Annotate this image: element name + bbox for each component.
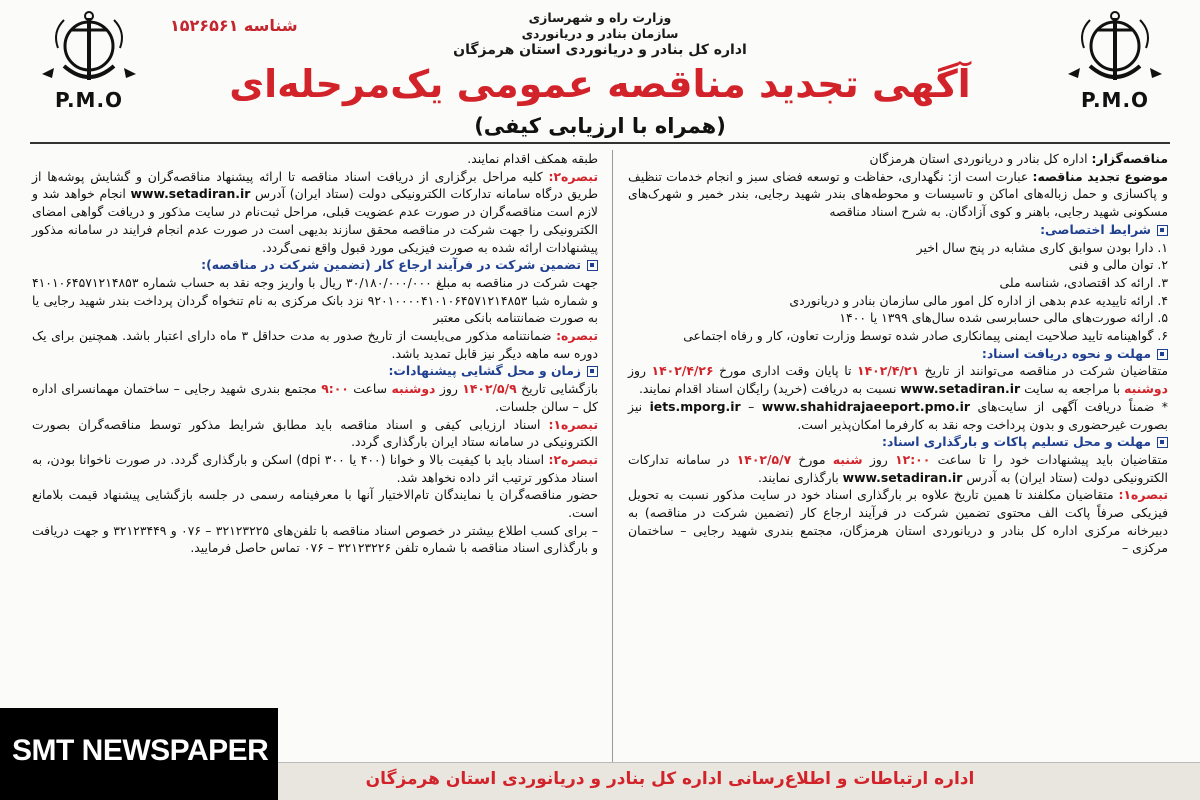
note-2-label: تبصره۲: <box>548 168 598 184</box>
text-span: روز <box>862 451 896 467</box>
end-day: دوشنبه <box>1124 381 1168 397</box>
guarantee-note-label: تبصره: <box>556 328 598 344</box>
setadiran-link[interactable]: www.setadiran.ir <box>130 186 251 202</box>
documents-deadline-title: مهلت و نحوه دریافت اسناد: <box>981 345 1151 361</box>
anchor-emblem-icon <box>34 8 144 90</box>
organization-line: سازمان بنادر و دریانوردی <box>521 26 679 41</box>
section-heading <box>32 256 598 274</box>
opening-note-1 <box>32 416 598 451</box>
footer-text: اداره ارتباطات و اطلاع‌رسانی اداره کل بنادر و دریانوردی استان هرمزگان <box>365 769 975 789</box>
note-1-text: متقاضیان مکلفند تا همین تاریخ علاوه بر بارگذاری اسناد خود در سایت مذکور نسبت به تحویل فیزیکی صرفاً پاکت الف محتوی تضمین شرکت در فرآیند ارجاع کار (تضمین شرکت در مناقصه) به دبیرخانه مرکزی اداره کل بنادر و دریانوردی استان هرمزگان، مجتمع بندری شهید رجایی – ساختمان مرکزی – <box>628 487 1168 556</box>
text-span: انجام خواهد شد و لازم است مناقصه‌گران در صورت عدم عضویت قبلی، مراحل ثبت‌نام در سایت مذکور و دریافت گواهی امضای الکترونیکی را جهت شرکت در مناقصه محقق سازند بدیهی است در صورت عدم انجام فرایند در سامانه مذکور پیشنهادات ارائه شده به صورت فیزیکی مورد قبول واقع نمی‌گردد. <box>32 186 598 255</box>
square-bullet-icon <box>587 260 598 271</box>
right-column <box>628 150 1168 557</box>
submission-day: شنبه <box>832 451 863 467</box>
text-span: نسبت به دریافت (خرید) رایگان اسناد اقدام نمایند. <box>638 381 901 397</box>
condition-item: ۳. ارائه کد اقتصادی، شناسه ملی <box>999 274 1168 290</box>
department-line: اداره کل بنادر و دریانوردی استان هرمزگان <box>453 42 747 58</box>
note-1-paragraph <box>628 486 1168 557</box>
note-paragraph <box>628 398 1168 433</box>
opening-time: ۹:۰۰ <box>321 381 349 397</box>
text-span: تا پایان وقت اداری مورخ <box>713 363 858 379</box>
pmo-logo-left <box>34 8 144 112</box>
section-heading <box>628 345 1168 363</box>
square-bullet-icon <box>587 366 598 377</box>
opening-text <box>32 380 598 415</box>
section-heading <box>32 362 598 380</box>
text-span: مورخ <box>791 451 833 467</box>
guarantee-title: تضمین شرکت در فرآیند ارجاع کار (تضمین شرکت در مناقصه): <box>201 257 581 273</box>
submission-title: مهلت و محل تسلیم پاکات و بارگذاری اسناد: <box>882 434 1151 450</box>
port-website-link[interactable]: www.shahidrajaeeport.pmo.ir <box>761 398 970 414</box>
opening-title: زمان و محل گشایی پیشنهادات: <box>388 363 581 379</box>
newspaper-watermark <box>0 708 278 800</box>
condition-item: ۲. توان مالی و فنی <box>1068 257 1168 273</box>
square-bullet-icon <box>1157 225 1168 236</box>
anchor-emblem-icon <box>1060 8 1170 90</box>
text-span: در سامانه تدارکات الکترونیکی دولت (ستاد ایران) به آدرس <box>628 451 1168 485</box>
text-span: مجتمع بندری شهید رجایی – ساختمان مهمانسرای اداره کل – سالن جلسات. <box>32 381 598 414</box>
page-title: آگهی تجدید مناقصه عمومی یک‌مرحله‌ای <box>229 62 971 106</box>
logo-caption: P.M.O <box>54 88 124 112</box>
ministry-heading <box>380 10 820 58</box>
text-span: – <box>740 398 762 414</box>
opening-note-1-label: تبصره۱: <box>548 416 598 432</box>
text-span: ساعت <box>348 381 392 397</box>
text-span: روز <box>435 381 463 397</box>
presence-paragraph: حضور مناقصه‌گران یا نمایندگان تام‌الاختیار آنها با معرفینامه رسمی در جلسه بازگشایی پیشنهاد قیمت بلامانع است. <box>32 487 598 521</box>
guarantee-text: جهت شرکت در مناقصه به مبلغ ۳۰/۱۸۰/۰۰۰/۰۰۰ ریال با واریز وجه نقد به حساب شماره ۴۱۰۱۰۶۴۵۷۱۲۱۴۸۵۳ و شماره شبا ۹۲۰۱۰۰۰۰۴۱۰۱۰۶۴۵۷۱۲۱۴۸۵۳ نزد بانک مرکزی به نام تنخواه گردان پرداخت بندر شهید رجایی یا به صورت ضمانتنامه بانکی معتبر <box>32 274 598 326</box>
logo-caption: P.M.O <box>1080 88 1150 112</box>
start-date: ۱۴۰۲/۴/۲۱ <box>857 363 920 379</box>
text-span: روز <box>628 363 652 379</box>
end-date: ۱۴۰۲/۴/۲۶ <box>651 363 714 379</box>
guarantee-note <box>32 327 598 362</box>
submission-date: ۱۴۰۲/۵/۷ <box>736 451 792 467</box>
subject-paragraph <box>628 168 1168 221</box>
text-span: * ضمناً دریافت آگهی از سایت‌های <box>969 398 1168 414</box>
conditions-title: شرایط اختصاصی: <box>1040 221 1151 237</box>
setadiran-link[interactable]: www.setadiran.ir <box>842 469 963 485</box>
section-heading <box>628 433 1168 451</box>
subject-text: عبارت است از: نگهداری، حفاظت و توسعه فضای سبز و انجام خدمات تنظیف و پاکسازی و حمل زباله‌های اماکن و تاسیسات و محوطه‌های بندر شهید رجایی، بندر خمیر و شهرک‌های مسکونی شهید رجایی، باهنر و کوی آزادگان. به شرح اسناد مناقصه <box>628 168 1168 220</box>
text-span: متقاضیان شرکت در مناقصه می‌توانند از تاریخ <box>919 363 1169 379</box>
square-bullet-icon <box>1157 349 1168 360</box>
opening-note-2-label: تبصره۲: <box>548 451 598 467</box>
section-heading <box>628 221 1168 239</box>
watermark-text: SMT NEWSPAPER <box>12 734 269 767</box>
square-bullet-icon <box>1157 437 1168 448</box>
tenderer-text: اداره کل بنادر و دریانوردی استان هرمزگان <box>869 151 1092 166</box>
text-span: اسناد باید با کیفیت بالا و خوانا (۴۰۰ یا ۳۰۰ dpi) اسکن و بارگذاری گردد. در صورت ناخوانا بودن، به اسناد مذکور ترتیب اثر داده نخواهد شد. <box>32 451 598 485</box>
subject-label: موضوع تجدید مناقصه: <box>1032 168 1168 184</box>
text-span: با مراجعه به سایت <box>1020 381 1125 397</box>
tenderer-paragraph <box>628 150 1168 168</box>
left-column <box>32 150 598 557</box>
documents-deadline-text <box>628 362 1168 397</box>
opening-note-2 <box>32 451 598 486</box>
text-span: نیز بصورت غیرحضوری و بدون پرداخت وجه نقد به کارفرما امکان‌پذیر است. <box>628 398 1168 432</box>
page-subtitle: (همراه با ارزیابی کیفی) <box>474 114 726 138</box>
ministry-line: وزارت راه و شهرسازی <box>528 10 672 25</box>
contact-paragraph: – برای کسب اطلاع بیشتر در خصوص اسناد مناقصه با تلفن‌های ۳۲۱۲۳۲۲۵ – ۰۷۶ و ۳۲۱۲۳۴۴۹ و جهت دریافت و بارگذاری اسناد مناقصه با شماره تلفن ۳۲۱۲۳۲۲۶ – ۰۷۶ تماس حاصل فرمایید. <box>32 522 598 556</box>
continuation-text: طبقه همکف اقدام نمایند. <box>467 151 598 166</box>
opening-day: دوشنبه <box>391 381 436 397</box>
condition-item: ۶. گواهینامه تایید صلاحیت ایمنی پیمانکاری صادر شده توسط وزارت تعاون، کار و رفاه اجتماعی <box>683 328 1168 344</box>
setadiran-link[interactable]: www.setadiran.ir <box>900 381 1021 397</box>
condition-item: ۵. ارائه صورت‌های مالی حسابرسی شده سال‌های ۱۳۹۹ یا ۱۴۰۰ <box>839 310 1168 326</box>
text-span: ضمانتنامه مذکور می‌بایست از تاریخ صدور به مدت حداقل ۳ ماه دارای اعتبار باشد. همچنین برای یک دوره سه ماهه دیگر نیز قابل تمدید باشد. <box>32 328 598 361</box>
ad-id-number: شناسه ۱۵۲۶۵۶۱ <box>170 16 298 35</box>
text-span: بازگشایی تاریخ <box>516 381 599 397</box>
condition-item: ۴. ارائه تاییدیه عدم بدهی از اداره کل امور مالی سازمان بنادر و دریانوردی <box>789 292 1168 308</box>
pmo-logo-right <box>1060 8 1170 112</box>
note-2-paragraph <box>32 168 598 257</box>
submission-time: ۱۲:۰۰ <box>895 451 931 467</box>
text-span: اسناد ارزیابی کیفی و اسناد مناقصه باید مطابق شرایط مذکور توسط مناقصه‌گران بصورت الکترونیکی در سامانه ستاد ایران بارگذاری گردد. <box>32 416 598 450</box>
tenderer-label: مناقصه‌گزار: <box>1091 151 1168 166</box>
condition-item: ۱. دارا بودن سوابق کاری مشابه در پنج سال اخیر <box>916 239 1168 255</box>
header-divider <box>30 142 1170 144</box>
text-span: بارگذاری نمایند. <box>757 469 843 485</box>
text-span: متقاضیان باید پیشنهادات خود را تا ساعت <box>930 451 1169 467</box>
note-1-label: تبصره۱: <box>1118 487 1168 503</box>
opening-date: ۱۴۰۲/۵/۹ <box>462 381 517 397</box>
iets-link[interactable]: iets.mporg.ir <box>649 398 741 414</box>
text-span: کلیه مراحل برگزاری از دریافت اسناد مناقصه تا ارائه پیشنهاد مناقصه‌گران و گشایش پوشه‌ها از طریق درگاه سامانه تدارکات الکترونیکی دولت (ستاد ایران) آدرس <box>32 168 598 202</box>
column-divider <box>612 150 613 762</box>
submission-text <box>628 451 1168 486</box>
